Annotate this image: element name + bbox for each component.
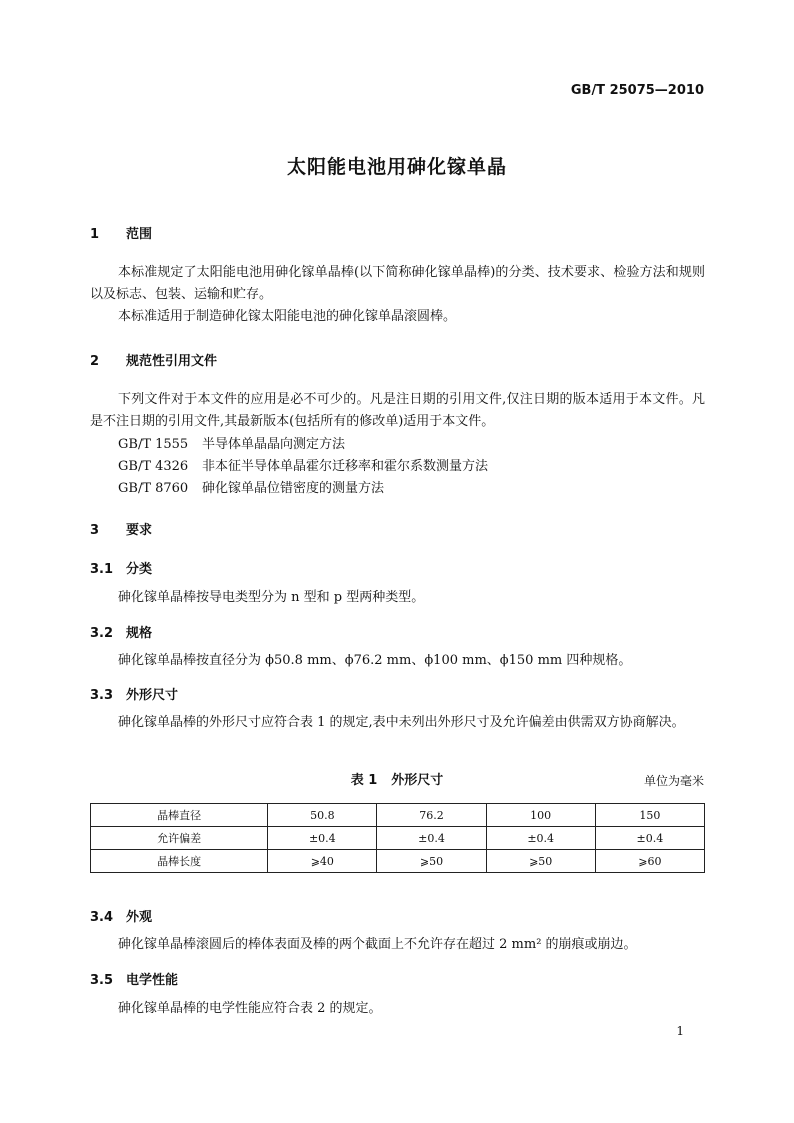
table-cell: ±0.4: [268, 827, 377, 850]
table-cell: 76.2: [377, 804, 486, 827]
section-3-4-heading: [90, 906, 152, 925]
table-cell: ±0.4: [377, 827, 486, 850]
section-3-4-title: 外观: [126, 910, 153, 925]
table-row: [91, 804, 705, 827]
section-1-title: 范围: [126, 227, 153, 242]
section-3-1-title: 分类: [126, 562, 153, 577]
table-cell: 晶棒直径: [91, 804, 268, 827]
section-3-5-heading: [90, 969, 178, 988]
section-3-4-text: 砷化镓单晶棒滚圆后的棒体表面及棒的两个截面上不允许存在超过 2 mm² 的崩痕或崩边。: [118, 937, 637, 952]
table-1-label: 表 1: [350, 773, 378, 788]
section-3-2-heading: [90, 622, 152, 641]
table-cell: 晶棒长度: [91, 850, 268, 873]
standard-code: GB/T 25075—2010: [570, 83, 704, 98]
section-3-3-number: 3.3: [90, 688, 114, 703]
section-3-2-title: 规格: [126, 626, 153, 641]
section-3-1-text: 砷化镓单晶棒按导电类型分为 n 型和 p 型两种类型。: [118, 590, 425, 605]
section-3-1-number: 3.1: [90, 562, 114, 577]
reference-title: 砷化镓单晶位错密度的测量方法: [202, 481, 385, 496]
table-cell: ⩾60: [595, 850, 704, 873]
reference-code: GB/T 1555: [118, 437, 189, 452]
page-number: 1: [676, 1024, 684, 1038]
reference-code: GB/T 8760: [118, 481, 189, 496]
section-2-heading: [90, 350, 217, 369]
section-3-title: 要求: [126, 523, 153, 538]
table-cell: ±0.4: [486, 827, 595, 850]
section-3-number: 3: [90, 523, 100, 538]
section-3-5-title: 电学性能: [126, 973, 179, 988]
section-1-para-2: 本标准适用于制造砷化镓太阳能电池的砷化镓单晶滚圆棒。: [118, 309, 457, 324]
section-3-2-number: 3.2: [90, 626, 114, 641]
table-1-unit: 单位为毫米: [643, 774, 704, 788]
document-title: 太阳能电池用砷化镓单晶: [286, 156, 507, 178]
section-2-number: 2: [90, 354, 100, 369]
reference-title: 半导体单晶晶向测定方法: [202, 437, 346, 452]
section-1-para-1: 本标准规定了太阳能电池用砷化镓单晶棒(以下简称砷化镓单晶棒)的分类、技术要求、检验方法和规则以及标志、包装、运输和贮存。: [90, 265, 705, 302]
section-3-3-title: 外形尺寸: [126, 688, 179, 703]
reference-title: 非本征半导体单晶霍尔迁移率和霍尔系数测量方法: [202, 459, 489, 474]
section-3-3-heading: [90, 684, 178, 703]
section-3-heading: [90, 519, 152, 538]
table-cell: ⩾50: [377, 850, 486, 873]
table-cell: ⩾40: [268, 850, 377, 873]
table-cell: 50.8: [268, 804, 377, 827]
reference-item: [118, 433, 345, 452]
table-1-title: 外形尺寸: [391, 773, 444, 788]
section-1-number: 1: [90, 227, 100, 242]
table-cell: 150: [595, 804, 704, 827]
section-3-4-number: 3.4: [90, 910, 114, 925]
section-3-1-heading: [90, 558, 152, 577]
table-row: [91, 850, 705, 873]
table-cell: ±0.4: [595, 827, 704, 850]
reference-code: GB/T 4326: [118, 459, 189, 474]
section-3-3-text: 砷化镓单晶棒的外形尺寸应符合表 1 的规定,表中未列出外形尺寸及允许偏差由供需双方协商解决。: [118, 715, 685, 730]
table-1: [90, 803, 705, 873]
section-3-5-text: 砷化镓单晶棒的电学性能应符合表 2 的规定。: [118, 1001, 382, 1016]
section-3-5-number: 3.5: [90, 973, 114, 988]
table-row: [91, 827, 705, 850]
section-1-heading: [90, 223, 152, 242]
section-2-para: 下列文件对于本文件的应用是必不可少的。凡是注日期的引用文件,仅注日期的版本适用于本文件。凡是不注日期的引用文件,其最新版本(包括所有的修改单)适用于本文件。: [90, 392, 705, 429]
reference-item: [118, 477, 384, 496]
table-cell: 100: [486, 804, 595, 827]
table-cell: ⩾50: [486, 850, 595, 873]
table-cell: 允许偏差: [91, 827, 268, 850]
reference-item: [118, 455, 488, 474]
section-2-title: 规范性引用文件: [126, 354, 218, 369]
section-3-2-text: 砷化镓单晶棒按直径分为 ϕ50.8 mm、ϕ76.2 mm、ϕ100 mm、ϕ150 mm 四种规格。: [118, 653, 632, 668]
